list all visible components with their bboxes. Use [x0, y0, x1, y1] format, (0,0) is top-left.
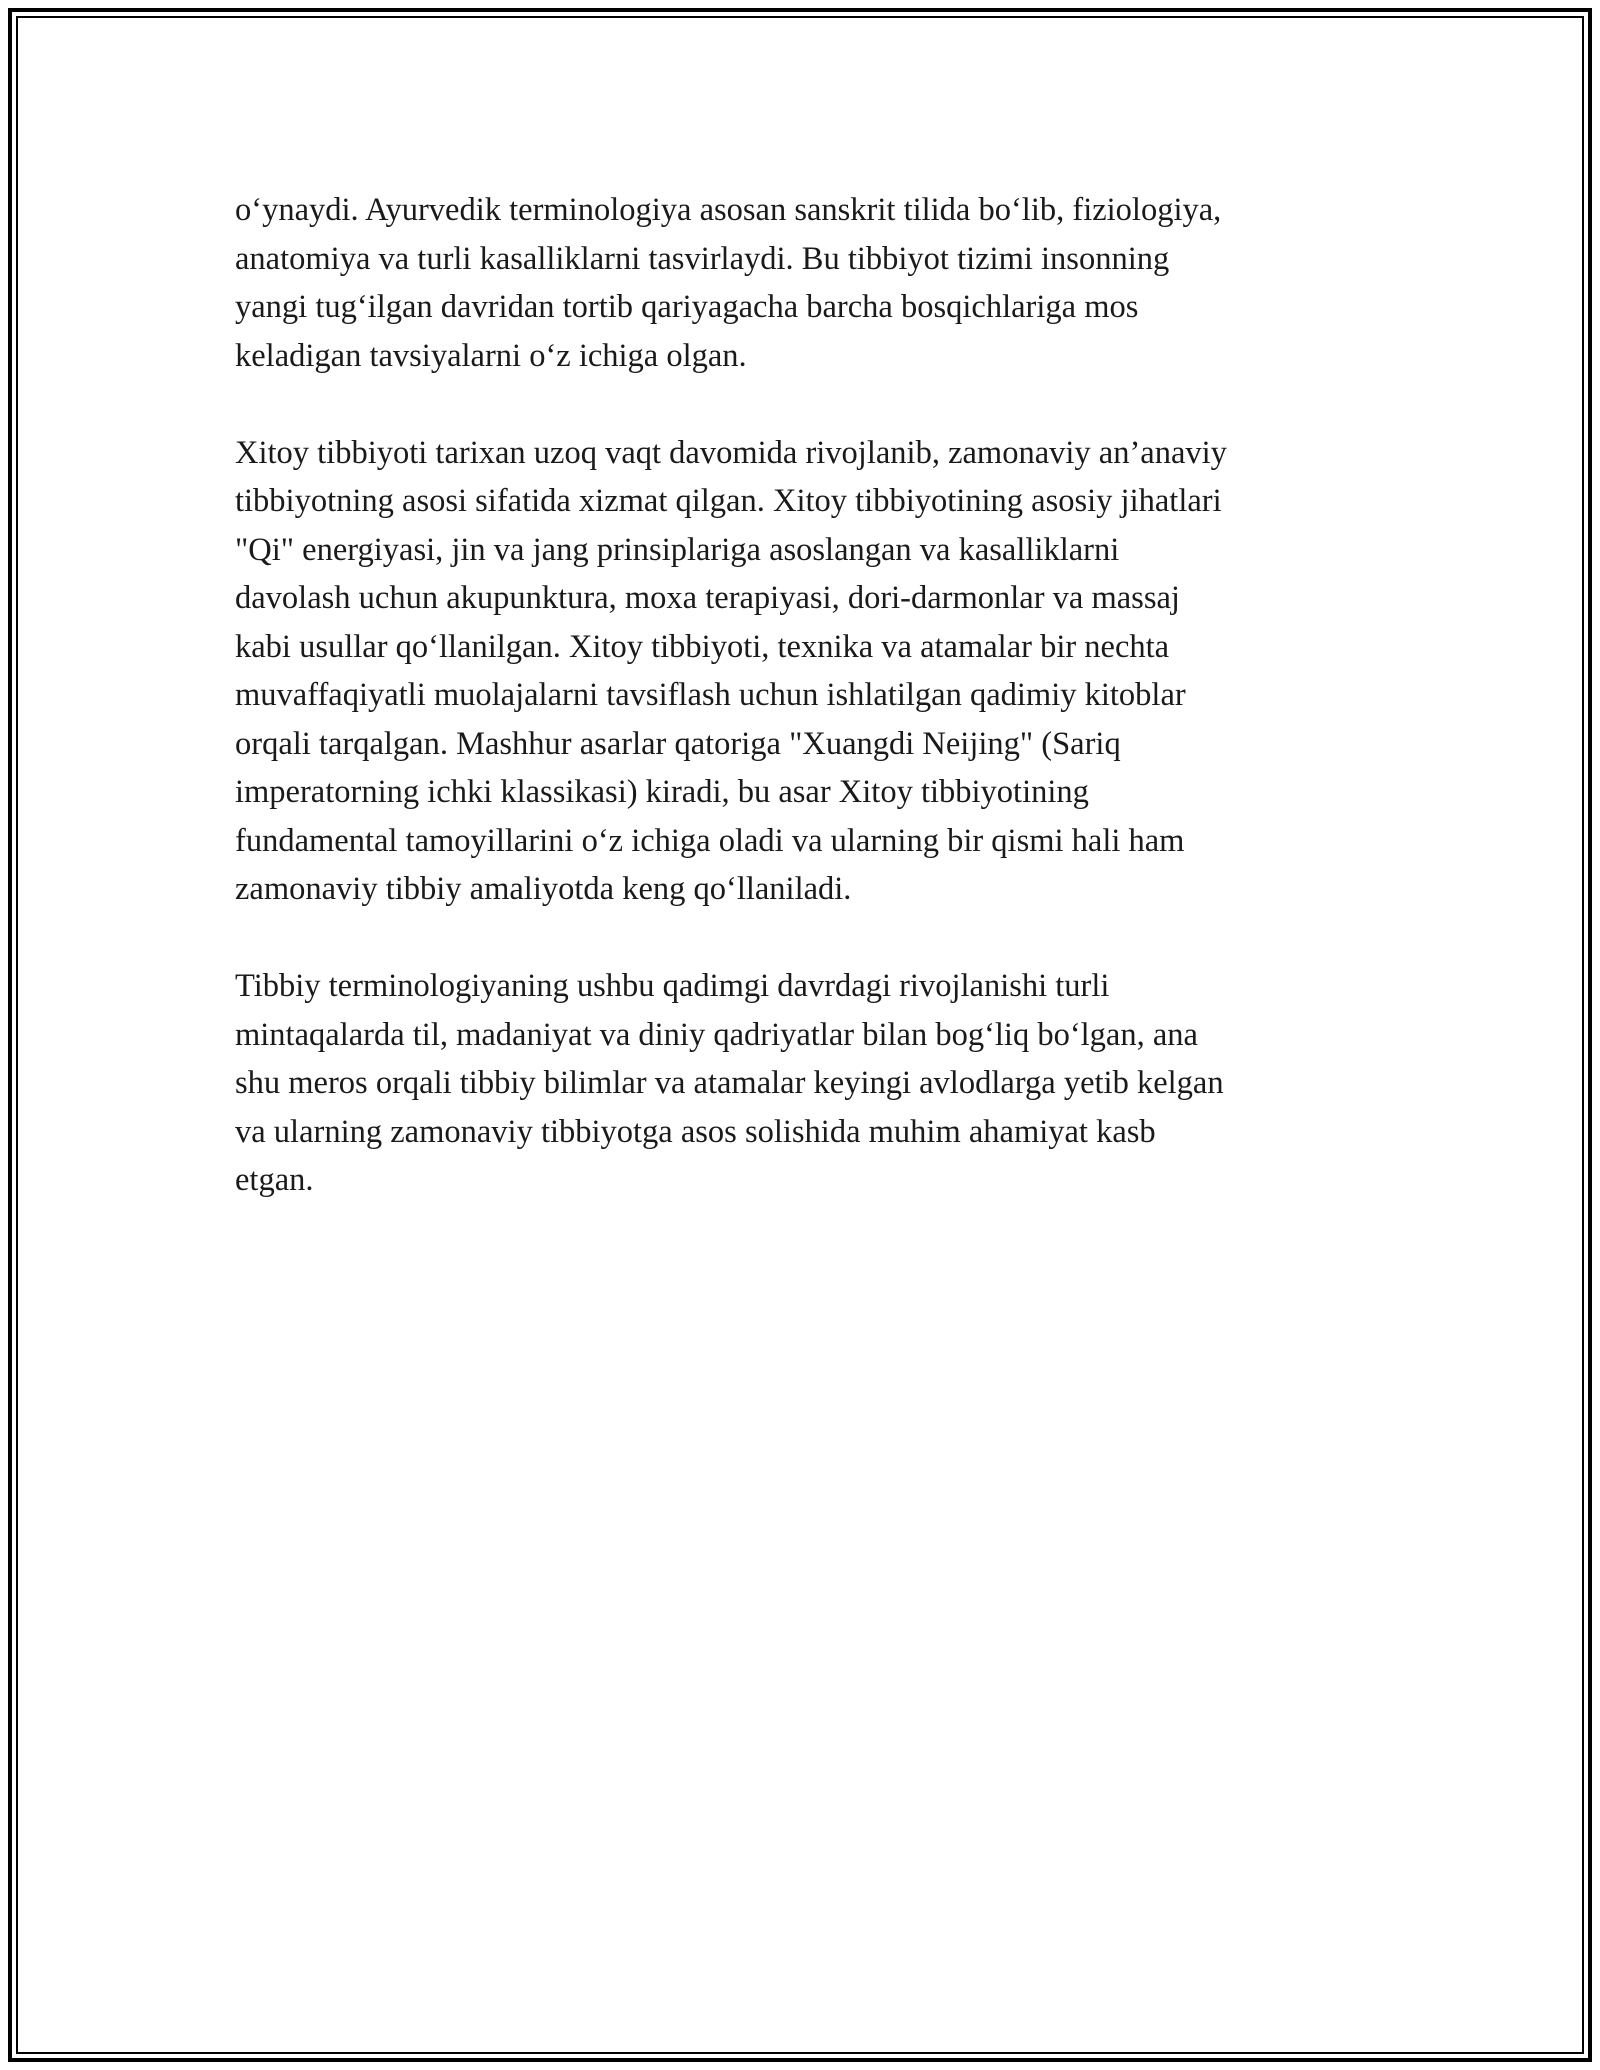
paragraph-conclusion: Tibbiy terminologiyaning ushbu qadimgi davrdagi rivojlanishi turli mintaqalarda til, madaniyat va diniy qadriyatlar bilan bog‘liq bo‘lgan, ana shu meros orqali tibbiy bilimlar va atamalar keyingi avlodlarga yetib kelgan va ularning zamonaviy tibbiyotga asos solishida muhim ahamiyat kasb etgan. [235, 968, 1224, 1198]
paragraph-chinese-medicine: Xitoy tibbiyoti tarixan uzoq vaqt davomida rivojlanib, zamonaviy an’anaviy tibbiyotning asosi sifatida xizmat qilgan. Xitoy tibbiyotining asosiy jihatlari "Qi" energiyasi, jin va jang prinsiplariga asoslangan va kasalliklarni davolash uchun akupunktura, moxa terapiyasi, dori-darmonlar va massaj kabi usullar qo‘llanilgan. Xitoy tibbiyoti, texnika va atamalar bir nechta muvaffaqiyatli muolajalarni tavsiflash uchun ishlatilgan qadimiy kitoblar orqali tarqalgan. Mashhur asarlar qatoriga "Xuangdi Neijing" (Sariq imperatorning ichki klassikasi) kiradi, bu asar Xitoy tibbiyotining fundamental tamoyillarini o‘z ichiga oladi va ularning bir qismi hali ham zamonaviy tibbiy amaliyotda keng qo‘llaniladi. [235, 434, 1227, 907]
paragraph-ayurveda: o‘ynaydi. Ayurvedik terminologiya asosan sanskrit tilida bo‘lib, fiziologiya, anatomiya va turli kasalliklarni tasvirlaydi. Bu tibbiyot tizimi insonning yangi tug‘ilgan davridan tortib qariyagacha barcha bosqichlariga mos keladigan tavsiyalarni o‘z ichiga olgan. [235, 192, 1222, 374]
document-body [235, 186, 1365, 1253]
